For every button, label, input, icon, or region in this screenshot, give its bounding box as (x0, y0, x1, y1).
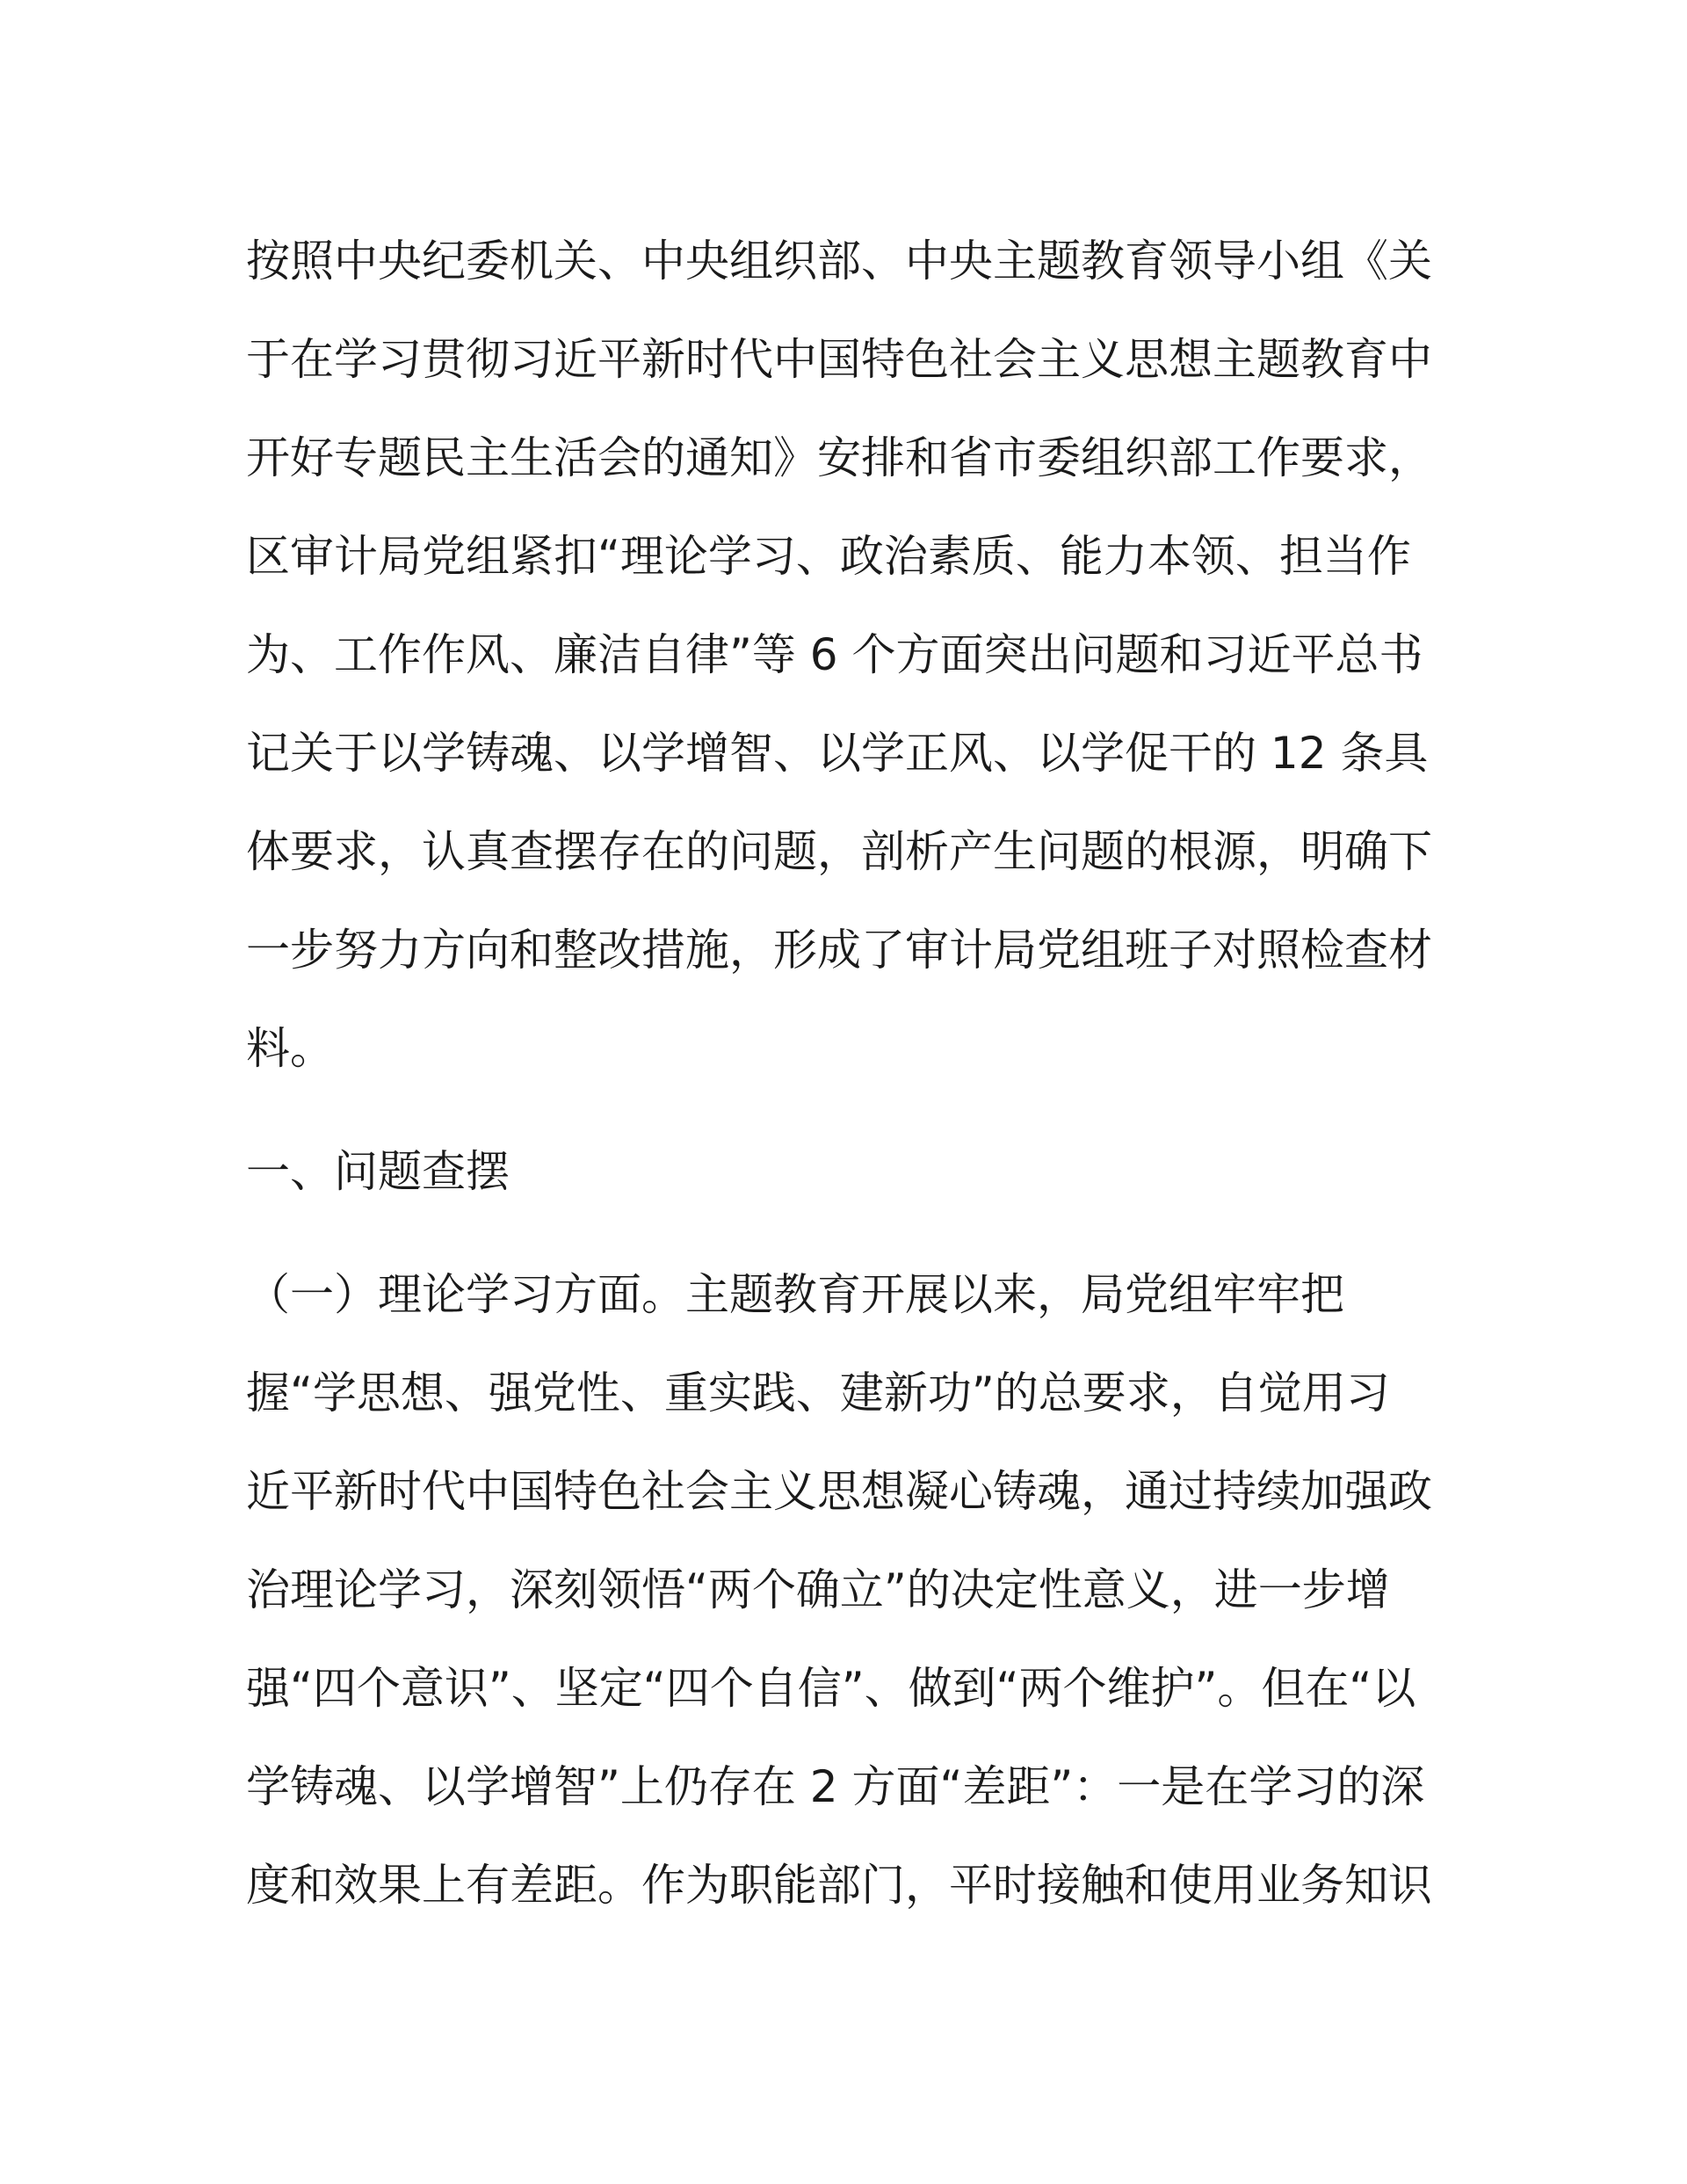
text-line: 为、工作作风、廉洁自律”等 6 个方面突出问题和习近平总书 (246, 629, 1423, 680)
text-line: 握“学思想、强党性、重实践、建新功”的总要求，自觉用习 (246, 1368, 1390, 1419)
text-line: 记关于以学铸魂、以学增智、以学正风、以学促干的 12 条具 (246, 728, 1429, 779)
text-line: 度和效果上有差距。作为职能部门，平时接触和使用业务知识 (246, 1860, 1432, 1911)
text-line: 区审计局党组紧扣“理论学习、政治素质、能力本领、担当作 (246, 531, 1411, 582)
text-line: 一步努力方向和整改措施，形成了审计局党组班子对照检查材 (246, 925, 1432, 976)
section-heading: 一、问题查摆 (246, 1146, 510, 1197)
text-line: 学铸魂、以学增智”上仍存在 2 方面“差距”：一是在学习的深 (246, 1761, 1425, 1812)
text-line: 按照中央纪委机关、中央组织部、中央主题教育领导小组《关 (246, 236, 1432, 287)
text-line: 治理论学习，深刻领悟“两个确立”的决定性意义，进一步增 (246, 1564, 1390, 1615)
text-line: 开好专题民主生活会的通知》安排和省市委组织部工作要求， (246, 432, 1432, 483)
text-line: 强“四个意识”、坚定“四个自信”、做到“两个维护”。但在“以 (246, 1663, 1416, 1714)
text-line: 于在学习贯彻习近平新时代中国特色社会主义思想主题教育中 (246, 334, 1432, 385)
text-line: 近平新时代中国特色社会主义思想凝心铸魂，通过持续加强政 (246, 1466, 1432, 1517)
text-line: 体要求，认真查摆存在的问题，剖析产生问题的根源，明确下 (246, 826, 1432, 877)
document-body (246, 230, 1450, 1953)
intro-paragraph (246, 230, 1450, 1141)
text-line: 料。 (246, 1023, 334, 1074)
text-line: （一）理论学习方面。主题教育开展以来，局党组牢牢把 (246, 1269, 1344, 1320)
section-paragraph (246, 1264, 1450, 1953)
